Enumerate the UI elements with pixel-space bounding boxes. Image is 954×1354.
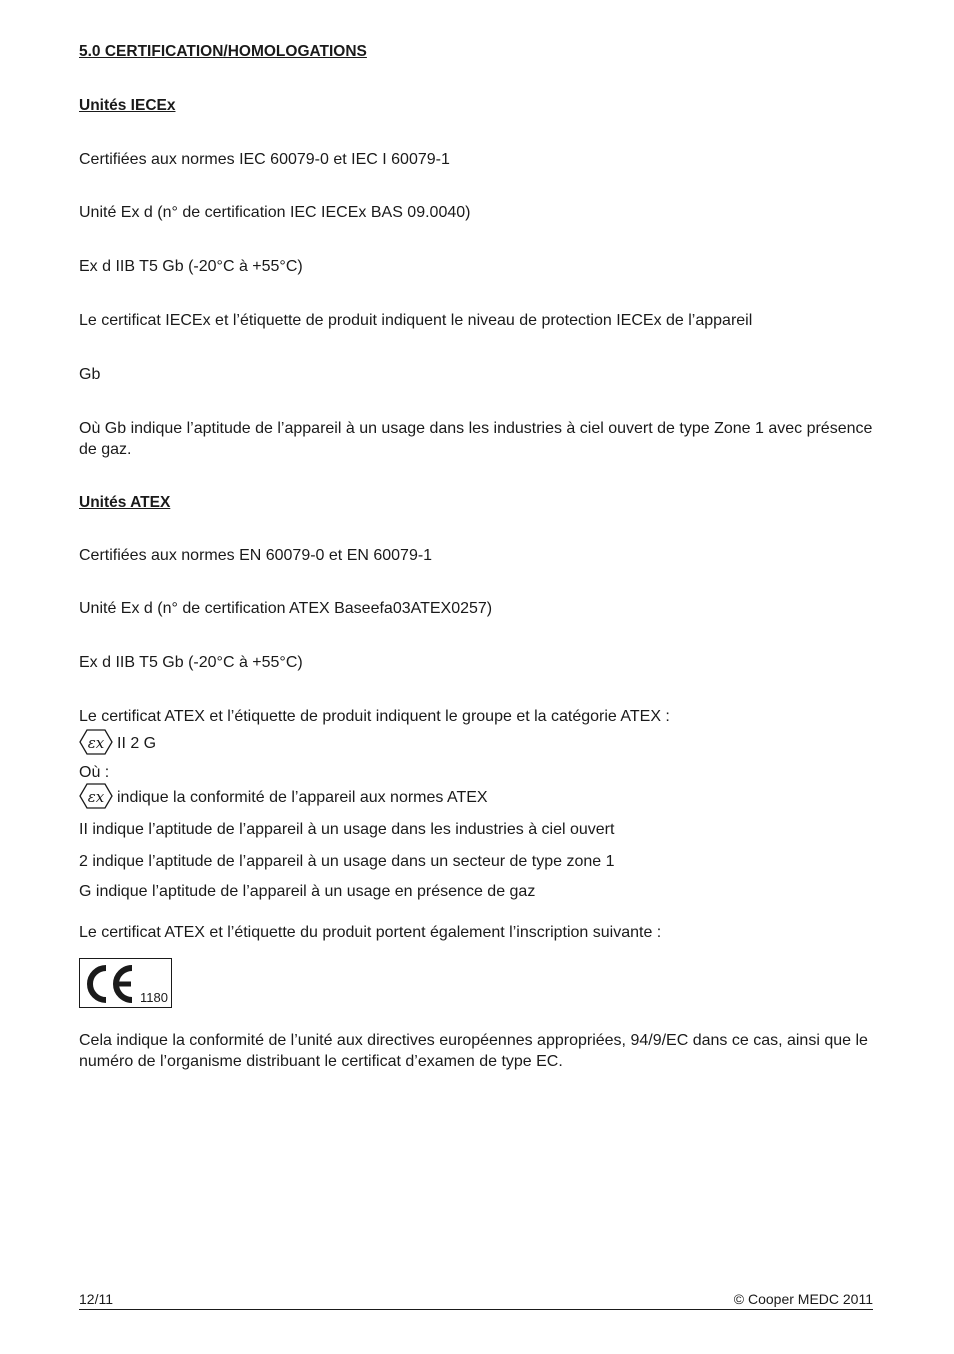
page-number: 12/11 (79, 1291, 113, 1307)
iecex-heading: Unités IECEx (79, 97, 176, 114)
atex-conformity: Cela indique la conformité de l’unité aux directives européennes appropriées, 94/9/EC dans ce cas, ainsi que le numéro de l’organisme distribuant le certificat d’examen de type EC. (79, 1032, 868, 1070)
iecex-explanation: Où Gb indique l’aptitude de l’appareil à un usage dans les industries à ciel ouvert de type Zone 1 avec présence de gaz. (79, 420, 873, 458)
svg-text:εx: εx (87, 788, 105, 806)
ce-notified-body-number: 1180 (140, 990, 168, 1005)
ex-hexagon-icon (79, 783, 113, 809)
atex-norms: Certifiées aux normes EN 60079-0 et EN 60079-1 (79, 547, 433, 564)
atex-ex-meaning: indique la conformité de l’appareil aux normes ATEX (117, 789, 488, 807)
svg-text:εx: εx (87, 734, 105, 752)
iecex-rating: Ex d IIB T5 Gb (-20°C à +55°C) (79, 258, 303, 275)
atex-group-category: II 2 G (117, 735, 157, 753)
copyright: © Cooper MEDC 2011 (733, 1291, 873, 1307)
atex-unit: Unité Ex d (n° de certification ATEX Baseefa03ATEX0257) (79, 600, 493, 617)
ce-mark-icon (84, 964, 136, 1004)
iecex-norms: Certifiées aux normes IEC 60079-0 et IEC I 60079-1 (79, 151, 450, 168)
atex-where: Où : (79, 764, 110, 781)
atex-two-meaning: 2 indique l’aptitude de l’appareil à un usage dans un secteur de type zone 1 (79, 853, 615, 870)
atex-heading: Unités ATEX (79, 494, 171, 511)
atex-label-note: Le certificat ATEX et l’étiquette de produit indiquent le groupe et la catégorie ATEX : (79, 708, 670, 725)
atex-group-row (79, 731, 156, 757)
atex-ex-row (79, 785, 488, 811)
iecex-level: Gb (79, 366, 101, 383)
ce-mark-box (79, 958, 172, 1008)
section-title: 5.0 CERTIFICATION/HOMOLOGATIONS (79, 43, 367, 60)
iecex-label-note: Le certificat IECEx et l’étiquette de produit indiquent le niveau de protection IECEx de l’appareil (79, 312, 753, 329)
page-footer (79, 1291, 873, 1310)
atex-g-meaning: G indique l’aptitude de l’appareil à un usage en présence de gaz (79, 883, 536, 900)
ex-hexagon-icon (79, 729, 113, 755)
iecex-unit: Unité Ex d (n° de certification IEC IECEx BAS 09.0040) (79, 204, 471, 221)
atex-rating: Ex d IIB T5 Gb (-20°C à +55°C) (79, 654, 303, 671)
atex-inscription-note: Le certificat ATEX et l’étiquette du produit portent également l’inscription suivante : (79, 924, 662, 941)
atex-ii-meaning: II indique l’aptitude de l’appareil à un usage dans les industries à ciel ouvert (79, 821, 615, 838)
